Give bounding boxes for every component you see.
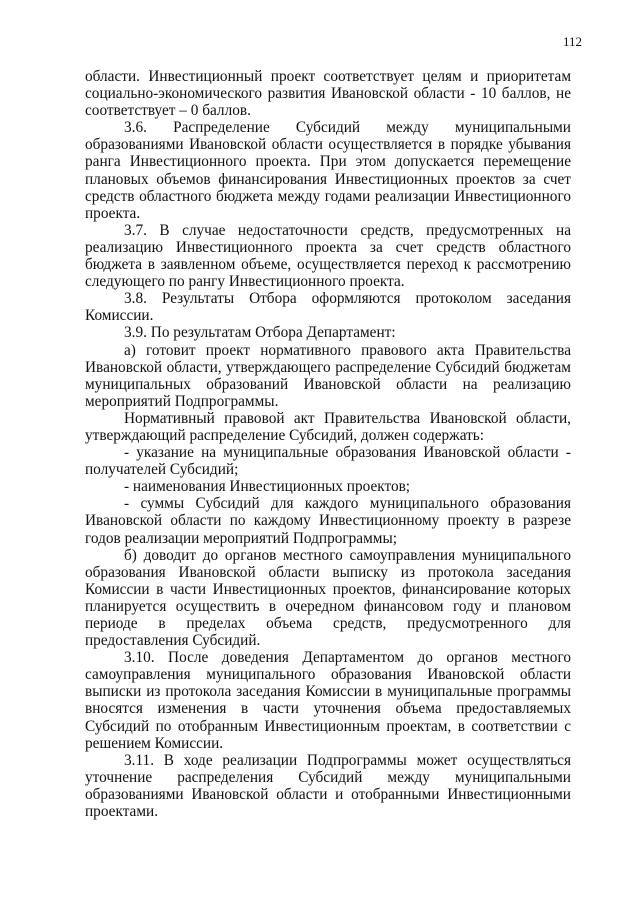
paragraph-3-9-b: б) доводит до органов местного самоуправления муниципального образования Ивановской области выписку из протокола заседания Комиссии в части Инвестиционных проектов, финансирование которых планируется осуществить в очередном финансовом году и плановом периоде в пределах объема средств, предусмотренного для предоставления Субсидий.	[85, 546, 571, 650]
paragraph-act-content: Нормативный правовой акт Правительства Ивановской области, утверждающий распределение Субсидий, должен содержать:	[85, 409, 571, 444]
paragraph: области. Инвестиционный проект соответствует целям и приоритетам социально-экономического развития Ивановской области - 10 баллов, не соответствует – 0 баллов.	[85, 68, 571, 120]
paragraph-3-6: 3.6. Распределение Субсидий между муниципальными образованиями Ивановской области осуществляется в порядке убывания ранга Инвестиционного проекта. При этом допускается перемещение плановых объемов финансирования Инвестиционных проектов за счет средств областного бюджета между годами реализации Инвестиционного проекта.	[85, 119, 571, 222]
list-item: - указание на муниципальные образования Ивановской области - получателей Субсидий;	[85, 444, 571, 479]
paragraph-3-8: 3.8. Результаты Отбора оформляются протоколом заседания Комиссии.	[85, 290, 571, 325]
document-body	[85, 68, 571, 820]
page-number: 112	[562, 34, 582, 49]
paragraph-3-11: 3.11. В ходе реализации Подпрограммы может осуществляться уточнение распределения Субсидий между муниципальными образованиями Ивановской области и отобранными Инвестиционными проектами.	[85, 751, 571, 821]
paragraph-3-9: 3.9. По результатам Отбора Департамент:	[124, 324, 396, 342]
paragraph-3-7: 3.7. В случае недостаточности средств, предусмотренных на реализацию Инвестиционного проекта за счет средств областного бюджета в заявленном объеме, осуществляется переход к рассмотрению следующего по рангу Инвестиционного проекта.	[85, 221, 571, 291]
paragraph-3-10: 3.10. После доведения Департаментом до органов местного самоуправления муниципального образования Ивановской области выписки из протокола заседания Комиссии в муниципальные программы вносятся изменения в части уточнения объема предоставляемых Субсидий по отобранным Инвестиционным проектам, в соответствии с решением Комиссии.	[85, 649, 571, 752]
paragraph-3-9-a: а) готовит проект нормативного правового акта Правительства Ивановской области, утверждающего распределение Субсидий бюджетам муниципальных образований Ивановской области на реализацию мероприятий Подпрограммы.	[85, 341, 571, 410]
list-item: - наименования Инвестиционных проектов;	[124, 478, 411, 496]
list-item: - суммы Субсидий для каждого муниципального образования Ивановской области по каждому Инвестиционному проекту в разрезе годов реализации мероприятий Подпрограммы;	[85, 495, 571, 547]
